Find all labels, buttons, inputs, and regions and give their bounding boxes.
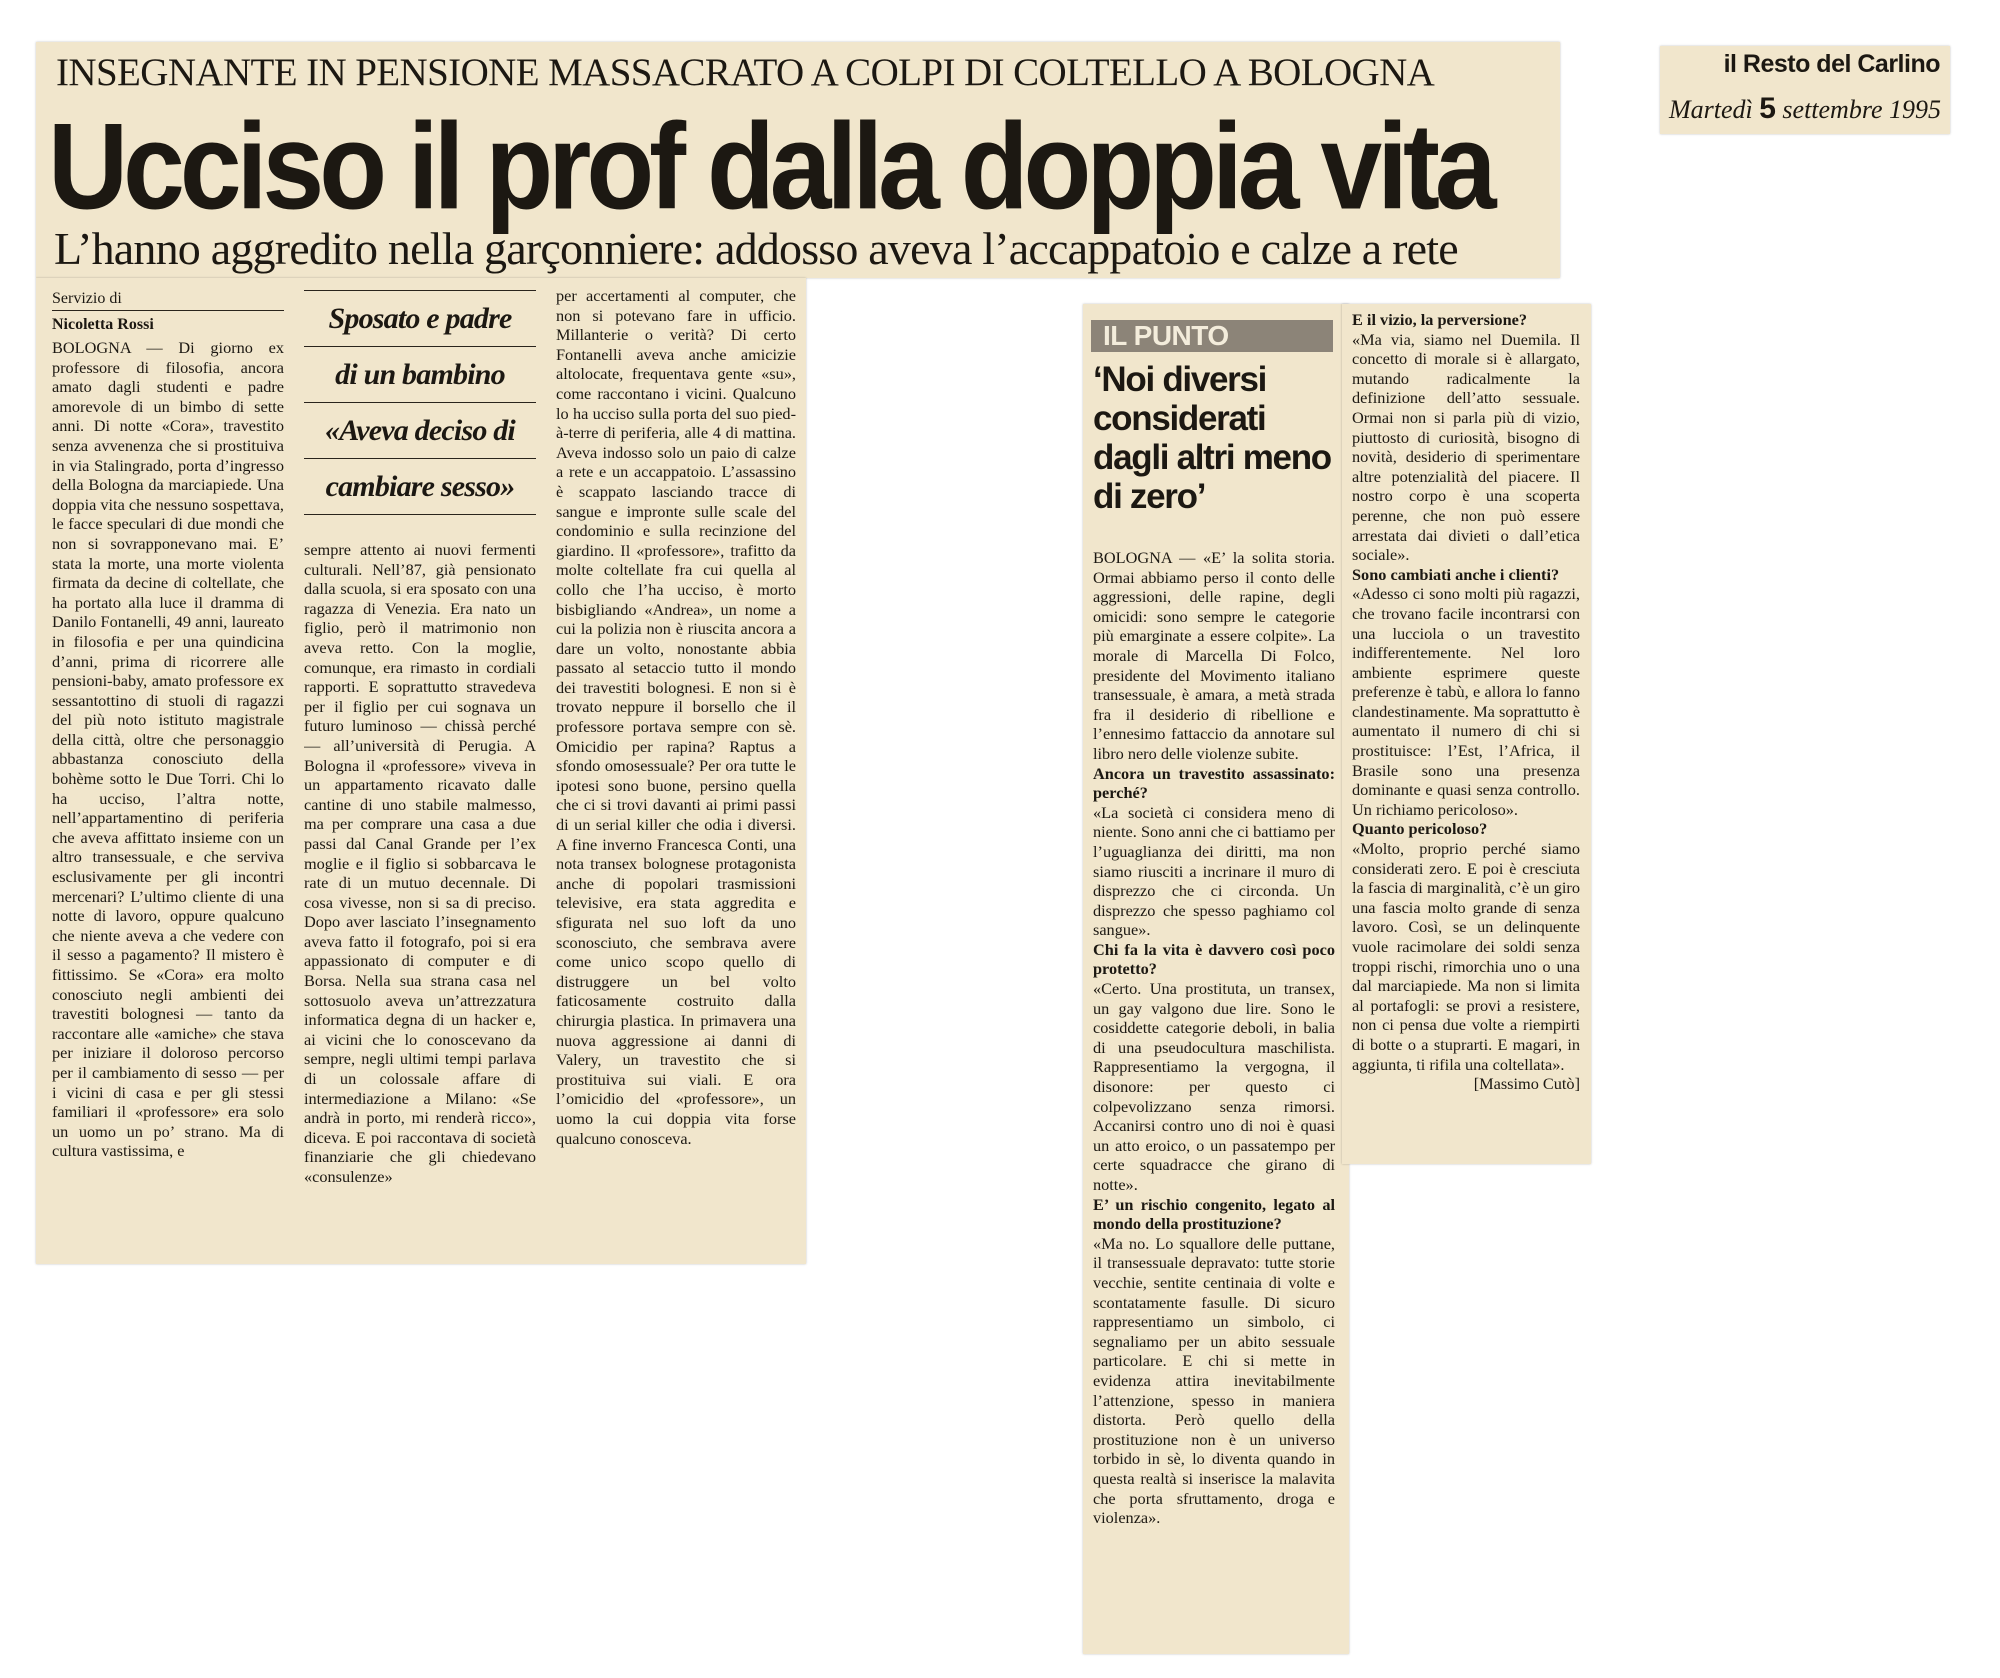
pullquote-line: Sposato e padre — [304, 290, 536, 347]
masthead-clipping — [1660, 46, 1950, 134]
kicker: INSEGNANTE IN PENSIONE MASSACRATO A COLPI DI COLTELLO A BOLOGNA — [56, 51, 1435, 94]
interview-answer: «Adesso ci sono molti più ragazzi, che trovano facile incontrarsi con una lucciola o un travestito indifferentemente. Nel loro ambiente esprimere queste preferenze è tabù, e allora lo fanno clandestinamente. Ma soprattutto è aumentato il numero di chi si prostituisce: l’Est, l’Africa, il Brasile sono una presenza dominante e quasi senza controllo. Un richiamo pericoloso». — [1352, 584, 1580, 819]
interview-question: Chi fa la vita è davvero così poco protetto? — [1093, 939, 1335, 979]
pullquote-line: «Aveva deciso di — [304, 403, 536, 459]
byline-label: Servizio di — [52, 290, 122, 307]
interview-answer: «Ma no. Lo squallore delle puttane, il transessuale depravato: tutte storie vecchie, sentite centinaia di volte e scontatamente fasulle. Di sicuro rappresentiamo un simbolo, ci segnaliamo per un abito sessuale particolare. E chi si mette in evidenza attira inevitabilmente l’attenzione, spesso in maniera distorta. Però quello della prostituzione non è un universo torbido in sè, lo diventa quando in questa realtà si inserisce la malavita che porta sfruttamento, droga e violenza». — [1093, 1233, 1335, 1528]
pullquote-line: cambiare sesso» — [304, 459, 536, 515]
byline-name: Nicoletta Rossi — [52, 316, 154, 333]
article-column-1 — [52, 338, 284, 1258]
sidebar-column-2 — [1352, 310, 1580, 1162]
publication-date — [1660, 92, 1950, 126]
article-text: sempre attento ai nuovi fermenti culturali. Nell’87, già pensionato dalla scuola, si era sposato con una ragazza di Venezia. Era nato un figlio, però il matrimonio non aveva retto. Con la moglie, comunque, era rimasto in cordiali rapporti. E soprattutto stravedeva per il figlio per cui sognava un futuro luminoso — chissà perché — all’università di Perugia. A Bologna il «professore» viveva in un appartamento ricavato dalle cantine di uno stabile malmesso, ma per comprare una casa a due passi dal Canal Grande per l’ex moglie e il figlio si sobbarcava le rate di un mutuo decennale. Di cosa vivesse, non si sa di preciso. Dopo aver lasciato l’insegnamento aveva fatto il fotografo, poi si era appassionato di computer e di Borsa. Nella sua strana casa nel sottosuolo aveva un’attrezzatura informatica degna di un hacker e, ai vicini che lo conoscevano da sempre, negli ultimi tempi parlava di un colossale affare di intermediazione a Milano: «Se andrà in porto, mi renderà ricco», diceva. E poi raccontava di società finanziarie che gli chiedevano «consulenze» — [304, 540, 536, 1186]
date-number: 5 — [1759, 92, 1776, 125]
interview-question: E’ un rischio congenito, legato al mondo della prostituzione? — [1093, 1194, 1335, 1234]
article-column-3 — [556, 286, 796, 1258]
interview-answer: «Ma via, siamo nel Duemila. Il concetto di morale si è allargato, mutando radicalmente la definizione dell’atto sessuale. Ormai non si parla più di vizio, piuttosto di curiosità, bisogno di novità, desiderio di sperimentare altre potenzialità del piacere. Il nostro corpo è una scoperta perenne, che non può essere arrestata dai divieti o dall’etica sociale». — [1352, 329, 1580, 565]
interview-answer: «Certo. Una prostituta, un transex, un gay valgono due lire. Sono le cosiddette categorie deboli, in balia di una pseudocultura maschilista. Rappresentiamo la vergogna, il disonore: per questo ci colpevolizzano senza rimorsi. Accanirsi contro uno di noi è quasi un atto eroico, o un passatempo per certe squadracce che girano di notte». — [1093, 979, 1335, 1194]
interview-answer: «Molto, proprio perché siamo considerati zero. E poi è cresciuta la fascia di marginalità, c’è un giro una fascia molto grande di senza lavoro. Così, se un delinquente vuole racimolare dei soldi senza troppi rischi, rimorchia uno o una dal marciapiede. Ma non si limita al portafogli: se provi a resistere, non ci pensa due volte a riempirti di botte o a stuprarti. E magari, in aggiunta, ti rifila una coltellata». — [1352, 839, 1580, 1074]
article-text: BOLOGNA — Di giorno ex professore di filosofia, ancora amato dagli studenti e padre amorevole di un bimbo di sette anni. Di notte «Cora», travestito senza avvenenza che si prostituiva in via Stalingrado, porta d’ingresso della Bologna da marciapiede. Una doppia vita che nessuno sospettava, le facce speculari di due mondi che non si sovrapponevano mai. E’ stata la morte, una morte violenta firmata da decine di coltellate, che ha portato alla luce il dramma di Danilo Fontanelli, 49 anni, laureato in filosofia e per una quindicina d’anni, prima di ricorrere alle pensioni-baby, amato professore ex sessantottino di stuoli di ragazzi del più noto istituto magistrale della città, oltre che personaggio abbastanza conosciuto della bohème sotto le Due Torri. Chi lo ha ucciso, l’altra notte, nell’appartamentino di periferia che aveva affittato insieme con un altro transessuale, e che serviva esclusivamente per gli incontri mercenari? L’ultimo cliente di una notte di lavoro, oppure qualcuno che niente aveva a che vedere con il sesso a pagamento? Il mistero è fittissimo. Se «Cora» era molto conosciuto negli ambienti dei travestiti bolognesi — tanto da raccontare alle «amiche» che stava per iniziare il doloroso percorso per il cambiamento di sesso — per i vicini di casa e per gli stessi familiari il «professore» era solo un uomo un po’ strano. Ma di cultura vastissima, e — [52, 338, 284, 1161]
sidebar-title: ‘Noi diversi considerati dagli altri meno di zero’ — [1093, 360, 1331, 516]
sidebar-intro: BOLOGNA — «E’ la solita storia. Ormai abbiamo perso il conto delle aggressioni, delle rapine, degli omicidi: sono sempre le categorie più emarginate a essere colpite». La morale di Marcella Di Folco, presidente del Movimento italiano transessuale, è amara, a metà strada fra il desiderio di ribellione e l’ennesimo fattaccio da annotare sul libro nero delle violenze subite. — [1093, 548, 1335, 763]
author-signature: [Massimo Cutò] — [1473, 1074, 1580, 1094]
date-month-year: settembre 1995 — [1782, 95, 1942, 124]
headline-clipping — [36, 42, 1560, 278]
interview-question: Quanto pericoloso? — [1352, 819, 1488, 839]
sidebar-clipping-1 — [1083, 304, 1349, 1654]
date-day-name: Martedì — [1668, 95, 1753, 124]
article-text: per accertamenti al computer, che non si potevano fare in ufficio. Millanterie o verità? Di certo Fontanelli aveva anche amicizie altolocate, frequentava gente «su», come raccontano i vicini. Qualcuno lo ha ucciso sulla porta del suo pied-à-terre di periferia, alle 4 di mattina. Aveva indosso solo un paio di calze a rete e un accappatoio. L’assassino è scappato lasciando tracce di sangue e impronte sulle scale del condominio e sulla recinzione del giardino. Il «professore», trafitto da molte coltellate fra cui quella al collo che l’ha ucciso, è morto bisbigliando «Andrea», un nome a cui la polizia non è riuscita ancora a dare un volto, nonostante abbia passato al setaccio tutto il mondo dei travestiti bolognesi. E non si è trovato neppure il borsello che il professore portava sempre con sè. Omicidio per rapina? Raptus a sfondo omosessuale? Per ora tutte le ipotesi sono buone, persino quella che ci si trovi davanti ai primi passi di un serial killer che odia i diversi. A fine inverno Francesca Conti, una nota transex bolognese protagonista anche di popolari trasmissioni televisive, era stata aggredita e sfigurata nel suo loft da uno sconosciuto, che sembrava avere come unico scopo quello di distruggere un bel volto faticosamente costruito dalla chirurgia plastica. In primavera una nuova aggressione ai danni di Valery, un travestito che si prostituiva sui viali. E ora l’omicidio del «professore», un uomo la cui doppia vita forse qualcuno conosceva. — [556, 286, 796, 1148]
section-tag: IL PUNTO — [1091, 320, 1333, 352]
interview-question: E il vizio, la perversione? — [1352, 310, 1527, 329]
pullquote — [304, 290, 536, 515]
sidebar-column-1 — [1093, 548, 1335, 1648]
headline: Ucciso il prof dalla doppia vita — [48, 98, 1492, 235]
subheadline: L’hanno aggredito nella garçonniere: addosso aveva l’accappatoio e calze a rete — [54, 223, 1458, 274]
article-column-2 — [304, 540, 536, 1258]
byline-divider — [52, 310, 284, 311]
interview-answer: «La società ci considera meno di niente. Sono anni che ci battiamo per l’uguaglianza dei diritti, ma non siamo riusciti a incrinare il muro di disprezzo che ci circonda. Un disprezzo che spesso paghiamo col sangue». — [1093, 802, 1335, 940]
sidebar-clipping-2 — [1342, 304, 1591, 1164]
interview-question: Sono cambiati anche i clienti? — [1352, 564, 1560, 584]
interview-question: Ancora un travestito assassinato: perché? — [1093, 763, 1335, 803]
article-clipping — [36, 278, 806, 1264]
publication-name: il Resto del Carlino — [1723, 50, 1940, 78]
pullquote-line: di un bambino — [304, 347, 536, 403]
